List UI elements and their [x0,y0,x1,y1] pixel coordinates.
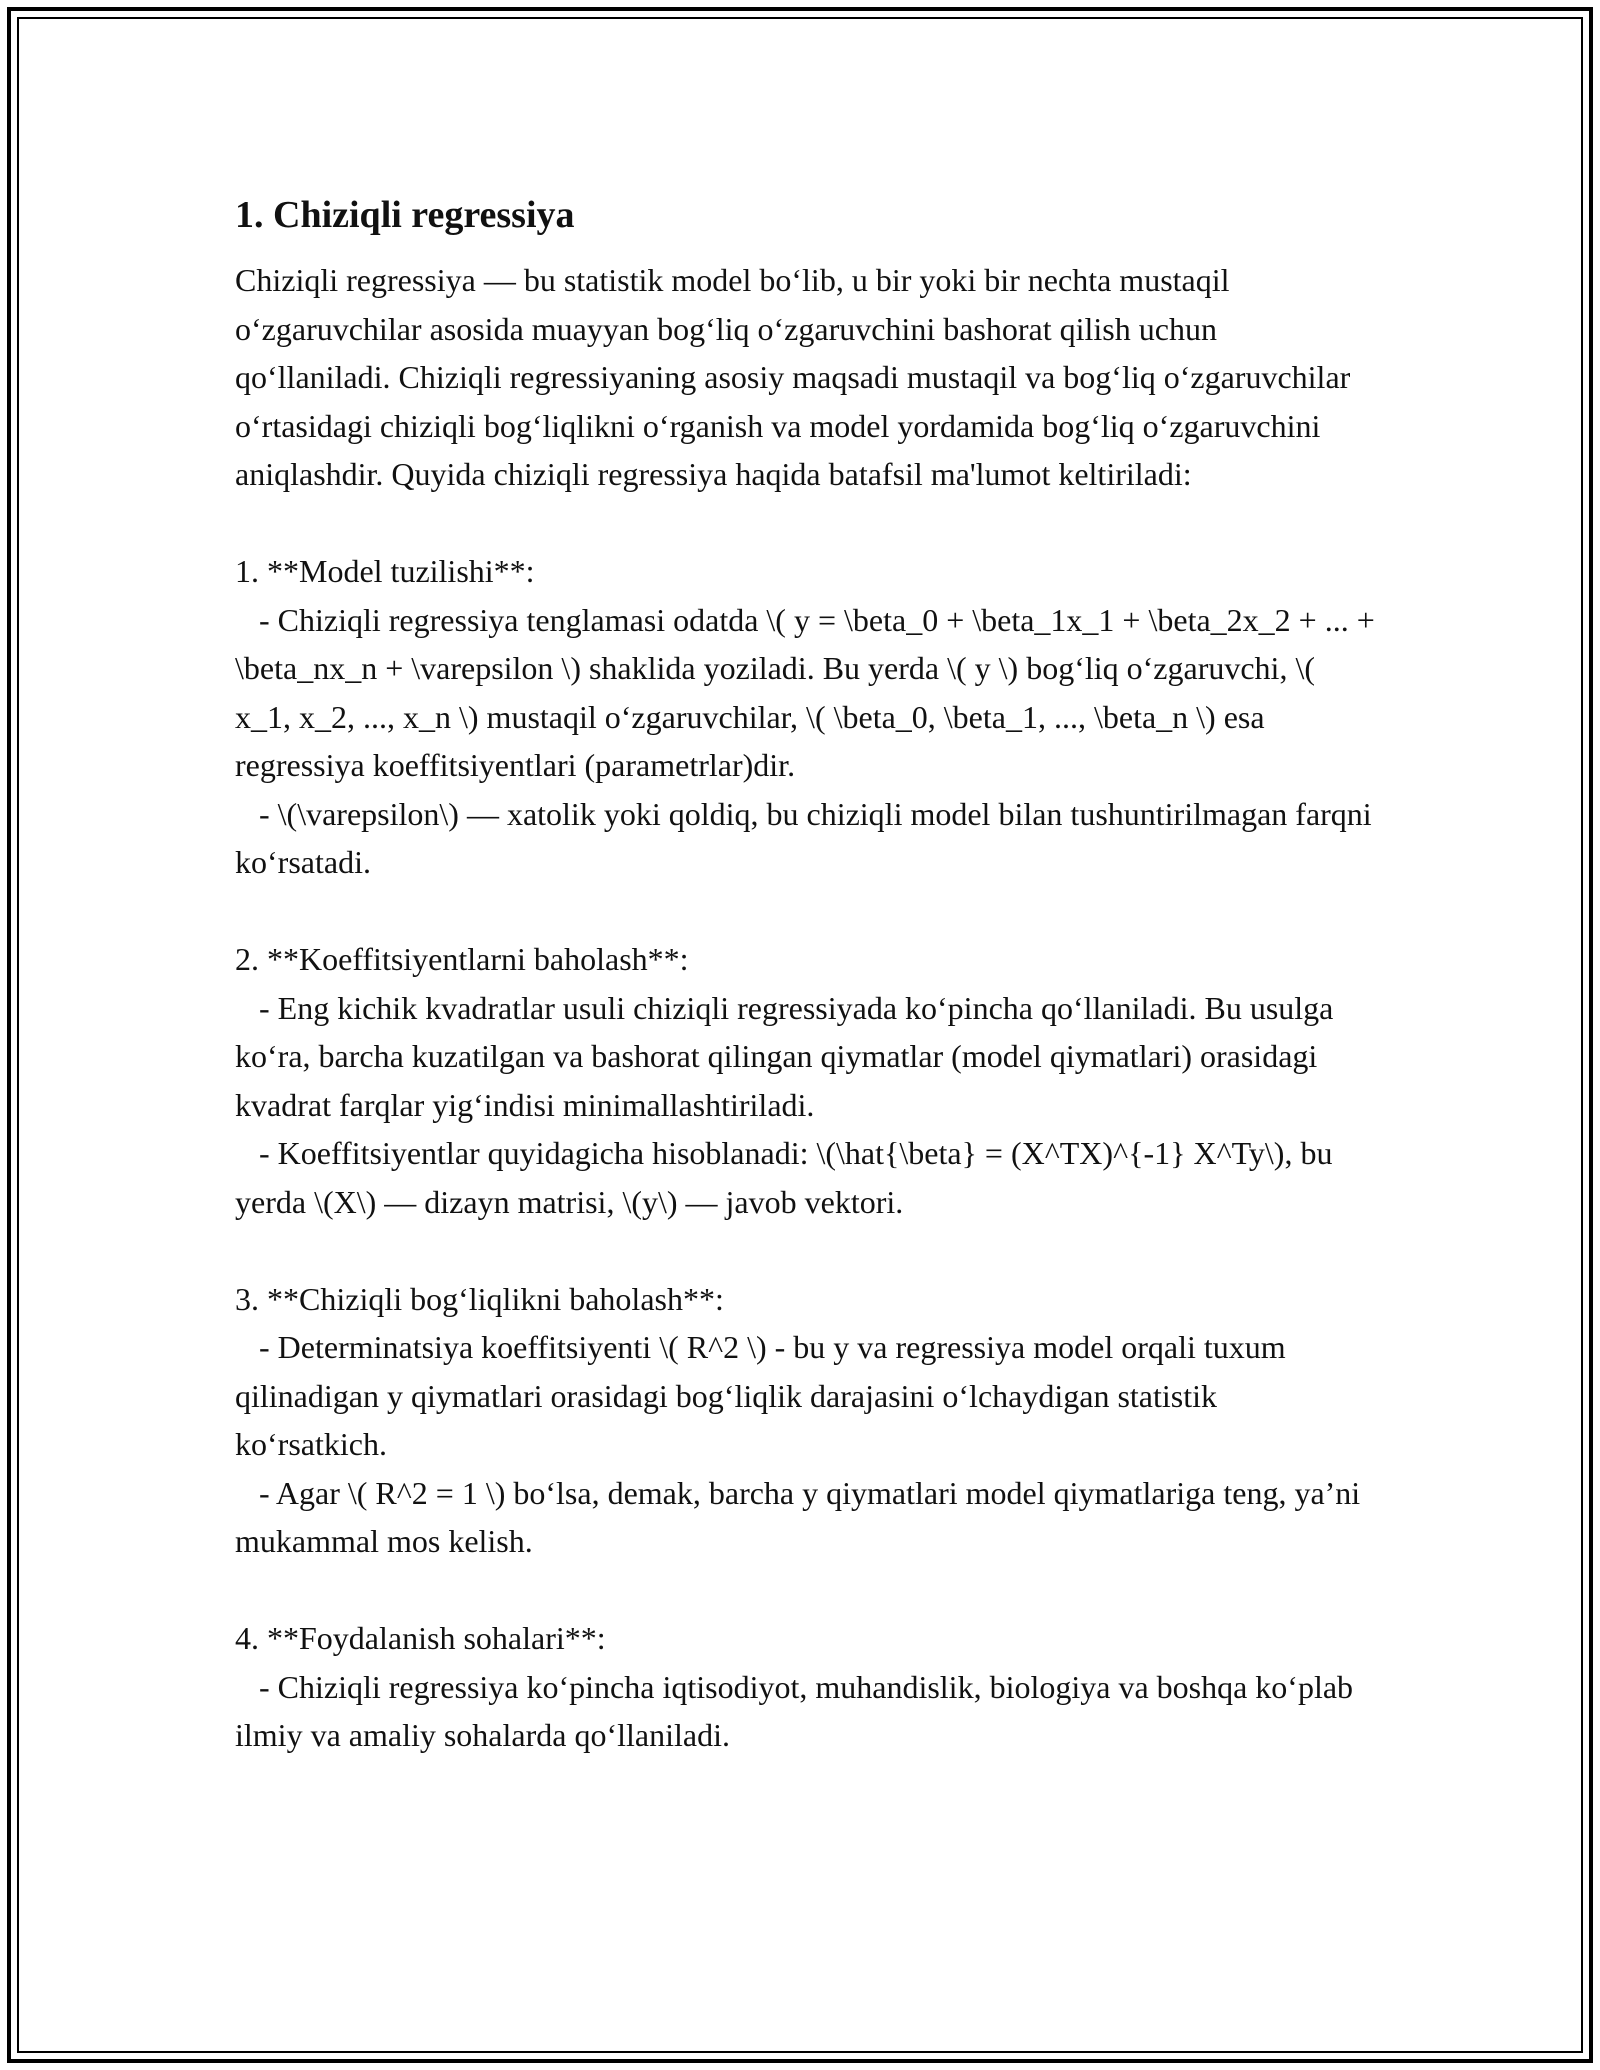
section-bullet: - Chiziqli regressiya tenglamasi odatda \( y = \beta_0 + \beta_1x_1 + \beta_2x_2 + ... + \beta_nx_n + \varepsilon \) shaklida yoziladi. Bu yerda \( y \) bog‘liq o‘zgaruvchi, \( x_1, x_2, ..., x_n \) mustaqil o‘zgaruvchilar, \( \beta_0, \beta_1, ..., \beta_n \) esa regressiya koeffitsiyentlari (parametrlar)dir. [235,601,1383,783]
section-model-structure [235,547,1383,887]
document-title: 1. Chiziqli regressiya [235,194,575,236]
document-body [235,186,1383,1760]
section-bullet: - Agar \( R^2 = 1 \) bo‘lsa, demak, barcha y qiymatlari model qiymatlariga teng, ya’ni mukammal mos kelish. [235,1474,1369,1559]
section-bullet: - Determinatsiya koeffitsiyenti \( R^2 \) - bu y va regressiya model orqali tuxum qilinadigan y qiymatlari orasidagi bog‘liqlik darajasini o‘lchaydigan statistik ko‘rsatkich. [235,1329,1294,1462]
section-linear-dependence [235,1275,1375,1566]
section-heading: 2. **Koeffitsiyentlarni baholash**: [235,941,689,977]
section-bullet: - Koeffitsiyentlar quyidagicha hisoblanadi: \(\hat{\beta} = (X^TX)^{-1} X^Ty\), bu yerda \(X\) — dizayn matrisi, \(y\) — javob vektori. [235,1135,1341,1220]
section-bullet: - Eng kichik kvadratlar usuli chiziqli regressiyada ko‘pincha qo‘llaniladi. Bu usulga ko‘ra, barcha kuzatilgan va bashorat qilingan qiymatlar (model qiymatlari) orasidagi kvadrat farqlar yig‘indisi minimallashtiriladi. [235,989,1342,1123]
section-bullet: - \(\varepsilon\) — xatolik yoki qoldiq, bu chiziqli model bilan tushuntirilmagan farqni ko‘rsatadi. [235,795,1380,880]
section-application-areas [235,1614,1375,1760]
section-bullet: - Chiziqli regressiya ko‘pincha iqtisodiyot, muhandislik, biologiya va boshqa ko‘plab ilmiy va amaliy sohalarda qo‘llaniladi. [235,1668,1362,1753]
section-heading: 4. **Foydalanish sohalari**: [235,1620,606,1656]
section-coefficient-estimation [235,935,1375,1226]
section-heading: 3. **Chiziqli bog‘liqlikni baholash**: [235,1280,724,1317]
intro-paragraph: Chiziqli regressiya — bu statistik model bo‘lib, u bir yoki bir nechta mustaqil o‘zgaruvchilar asosida muayyan bog‘liq o‘zgaruvchini bashorat qilish uchun qo‘llaniladi. Chiziqli regressiyaning asosiy maqsadi mustaqil va bog‘liq o‘zgaruvchilar o‘rtasidagi chiziqli bog‘liqlikni o‘rganish va model yordamida bog‘liq o‘zgaruvchini aniqlashdir. Quyida chiziqli regressiya haqida batafsil ma'lumot keltiriladi: [235,262,1359,492]
section-heading: 1. **Model tuzilishi**: [235,553,535,589]
